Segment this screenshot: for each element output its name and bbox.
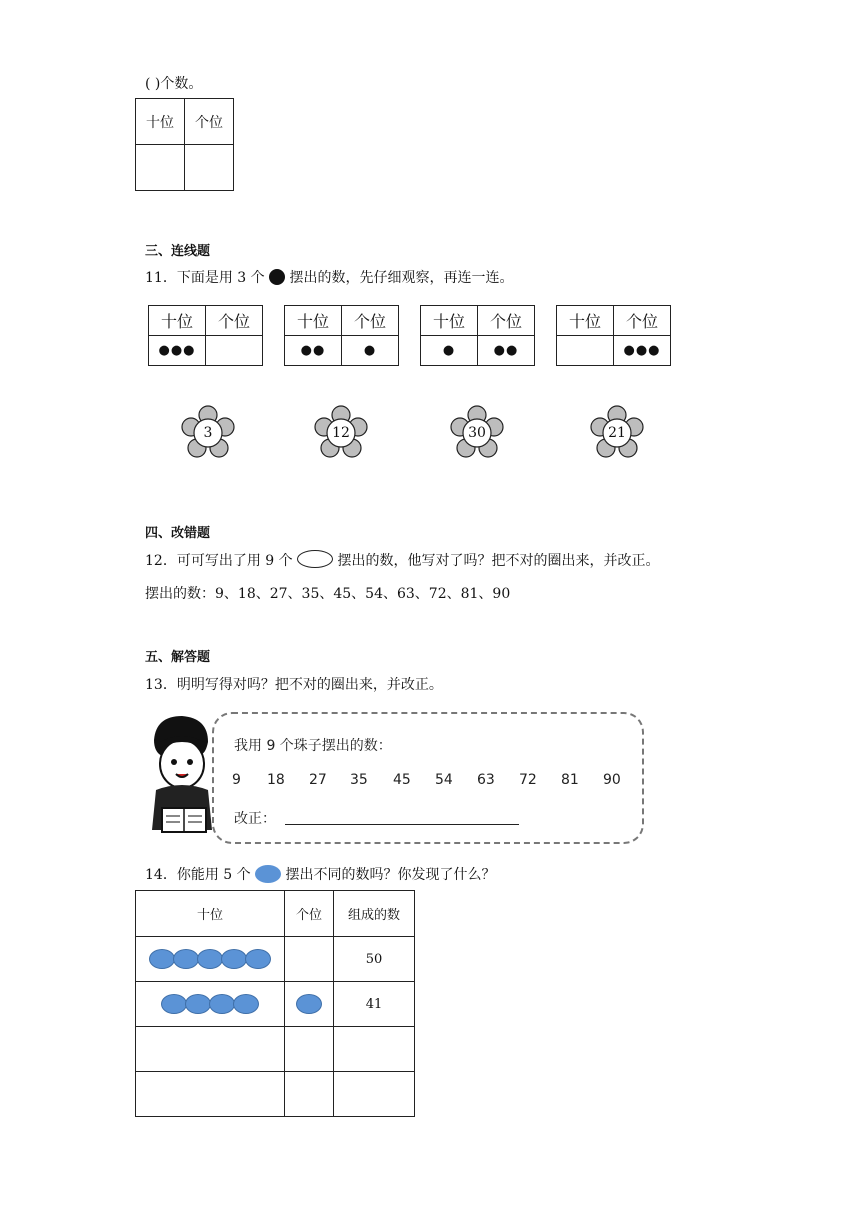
blue-bead-icon [149,949,175,969]
table-row [136,937,415,982]
board-ones-beads: ●●● [614,336,671,366]
bubble-number-list [232,772,632,792]
board-tens-header: 十位 [149,306,206,336]
q12-text-rest: 摆出的数，他写对了吗？把不对的圈出来，并改正。 [337,553,660,569]
board-ones-header: 个位 [614,306,671,336]
number-header: 组成的数 [334,891,415,937]
board-ones-header: 个位 [206,306,263,336]
question-11 [145,267,514,287]
number-cell: 41 [334,982,415,1027]
number-cell[interactable] [334,1072,415,1117]
numbers-line: 摆出的数：9、18、27、35、45、54、63、72、81、90 [145,586,511,602]
question-12 [145,550,660,570]
blue-bead-icon [233,994,259,1014]
tens-beads-cell [136,937,285,982]
bubble-number[interactable]: 18 [267,772,285,788]
board-tens-header: 十位 [557,306,614,336]
table-row [136,1027,415,1072]
tens-beads-cell [136,982,285,1027]
black-bead-icon [269,269,285,285]
board-tens-beads: ● [421,336,478,366]
blue-bead-icon [173,949,199,969]
bubble-number[interactable]: 90 [603,772,621,788]
ones-beads-cell[interactable] [285,1027,334,1072]
board-ones-beads [206,336,263,366]
tens-header: 十位 [136,99,185,145]
q11-text-rest: 摆出的数，先仔细观察，再连一连。 [289,270,514,286]
bubble-number[interactable]: 81 [561,772,579,788]
bead-number-table [135,890,415,1117]
board-ones-beads: ● [342,336,399,366]
flower-3[interactable] [180,405,236,461]
section-heading: 五、解答题 [145,650,211,665]
blue-bead-icon [209,994,235,1014]
board-tens-header: 十位 [285,306,342,336]
bubble-number[interactable]: 45 [393,772,411,788]
ones-beads-cell [285,982,334,1027]
board-tens-beads: ●● [285,336,342,366]
tens-header: 十位 [136,891,285,937]
correction-label: 改正： [234,811,276,827]
ones-header: 个位 [285,891,334,937]
tens-cell[interactable] [136,145,185,191]
place-value-table [135,98,234,191]
q14-text: 14．你能用 5 个 [145,867,251,883]
ones-header: 个位 [185,99,234,145]
ones-beads-cell [285,937,334,982]
bubble-number[interactable]: 35 [350,772,368,788]
bubble-title: 我用 9 个珠子摆出的数： [234,738,392,754]
board-tens-beads: ●●● [149,336,206,366]
flower-12[interactable] [313,405,369,461]
board-tens-header: 十位 [421,306,478,336]
table-row [136,982,415,1027]
section-heading: 四、改错题 [145,526,211,541]
bubble-number[interactable]: 63 [477,772,495,788]
tens-beads-cell[interactable] [136,1072,285,1117]
flower-number: 30 [468,425,486,441]
boy-reading-icon [146,712,218,840]
bead-board-1 [148,305,263,366]
q12-text: 12．可可写出了用 9 个 [145,553,293,569]
board-ones-header: 个位 [478,306,535,336]
ones-beads-cell[interactable] [285,1072,334,1117]
flower-30[interactable] [449,405,505,461]
bubble-number[interactable]: 72 [519,772,537,788]
bead-board-4 [556,305,671,366]
blue-bead-icon [161,994,187,1014]
board-ones-beads: ●● [478,336,535,366]
question-14 [145,864,496,884]
board-ones-header: 个位 [342,306,399,336]
correction-blank[interactable] [285,824,519,825]
blue-bead-icon [255,865,281,883]
blue-bead-icon [221,949,247,969]
bubble-number[interactable]: 54 [435,772,453,788]
bead-board-2 [284,305,399,366]
tens-beads-cell[interactable] [136,1027,285,1072]
bubble-number[interactable]: 9 [232,772,241,788]
oval-bead-icon [297,550,333,568]
q14-text-rest: 摆出不同的数吗？你发现了什么？ [285,867,496,883]
flower-number: 12 [332,425,350,441]
number-cell[interactable] [334,1027,415,1072]
blue-bead-icon [245,949,271,969]
section-heading: 三、连线题 [145,244,211,259]
flower-number: 21 [608,425,626,441]
question-13: 13．明明写得对吗？把不对的圈出来，并改正。 [145,677,443,693]
blue-bead-icon [296,994,322,1014]
flower-21[interactable] [589,405,645,461]
blue-bead-icon [185,994,211,1014]
blue-bead-icon [197,949,223,969]
table-row [136,1072,415,1117]
ones-cell[interactable] [185,145,234,191]
bubble-number[interactable]: 27 [309,772,327,788]
fill-blank-line: ( )个数。 [145,76,203,92]
flower-number: 3 [203,425,213,441]
q11-text: 11．下面是用 3 个 [145,270,265,286]
board-tens-beads [557,336,614,366]
number-cell: 50 [334,937,415,982]
bead-board-3 [420,305,535,366]
